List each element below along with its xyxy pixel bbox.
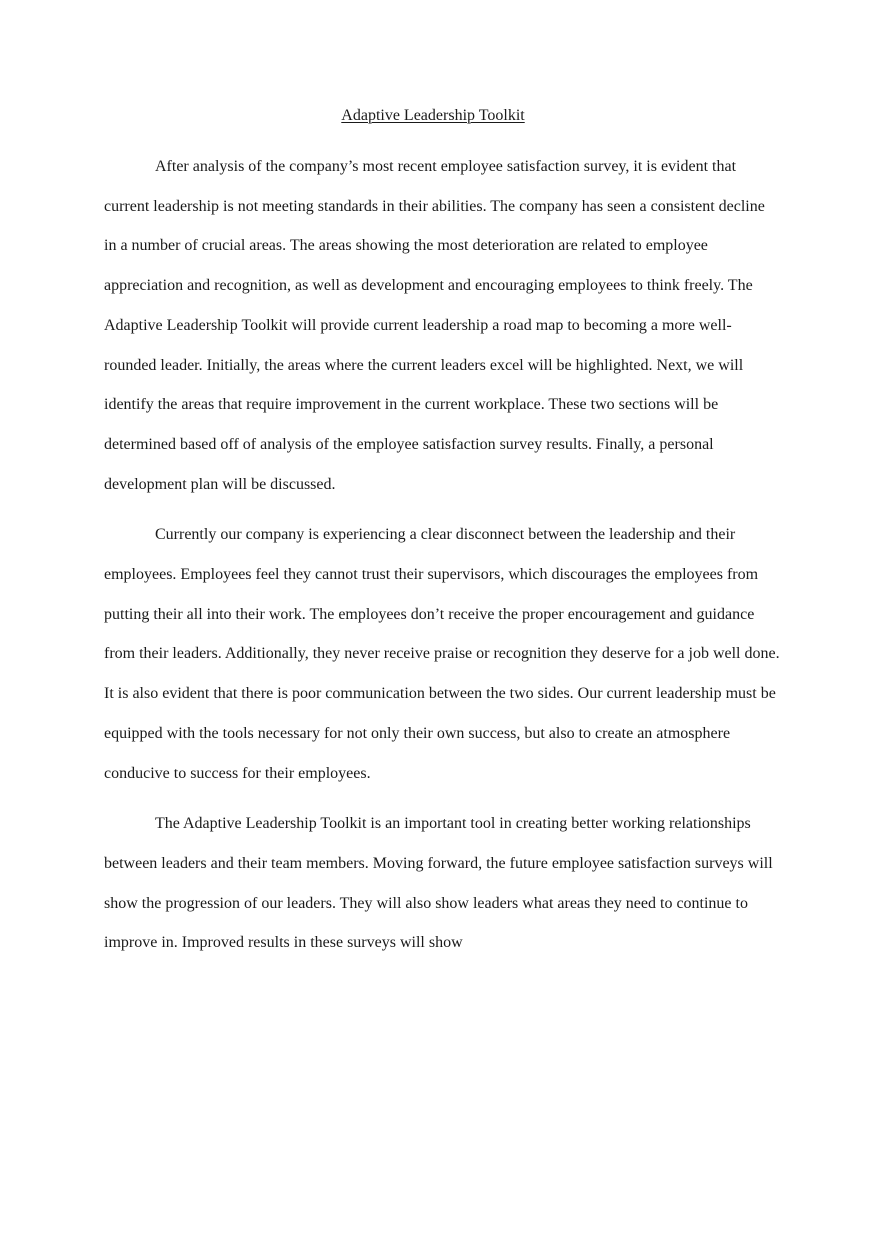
paragraph-1: After analysis of the company’s most recent employee satisfaction survey, it is evident that current leadership is not meeting standards in their abilities. The company has seen a consistent decline in a number of crucial areas. The areas showing the most deterioration are related to employee appreciation and recognition, as well as development and encouraging employees to think freely. The Adaptive Leadership Toolkit will provide current leadership a road map to becoming a more well-rounded leader. Initially, the areas where the current leaders excel will be highlighted. Next, we will identify the areas that require improvement in the current workplace. These two sections will be determined based off of analysis of the employee satisfaction survey results. Finally, a personal development plan will be discussed. [104,158,765,493]
paragraph-2: Currently our company is experiencing a clear disconnect between the leadership and their employees. Employees feel they cannot trust their supervisors, which discourages the employees from putting their all into their work. The employees don’t receive the proper encouragement and guidance from their leaders. Additionally, they never receive praise or recognition they deserve for a job well done. It is also evident that there is poor communication between the two sides. Our current leadership must be equipped with the tools necessary for not only their own success, but also to create an atmosphere conducive to success for their employees. [104,526,780,782]
document-title [0,106,880,126]
paragraph-3: The Adaptive Leadership Toolkit is an important tool in creating better working relationships between leaders and their team members. Moving forward, the future employee satisfaction surveys will show the progression of our leaders. They will also show leaders what areas they need to continue to improve in. Improved results in these surveys will show [104,815,773,952]
document-body [104,147,780,974]
document-title-text: Adaptive Leadership Toolkit [341,107,525,124]
